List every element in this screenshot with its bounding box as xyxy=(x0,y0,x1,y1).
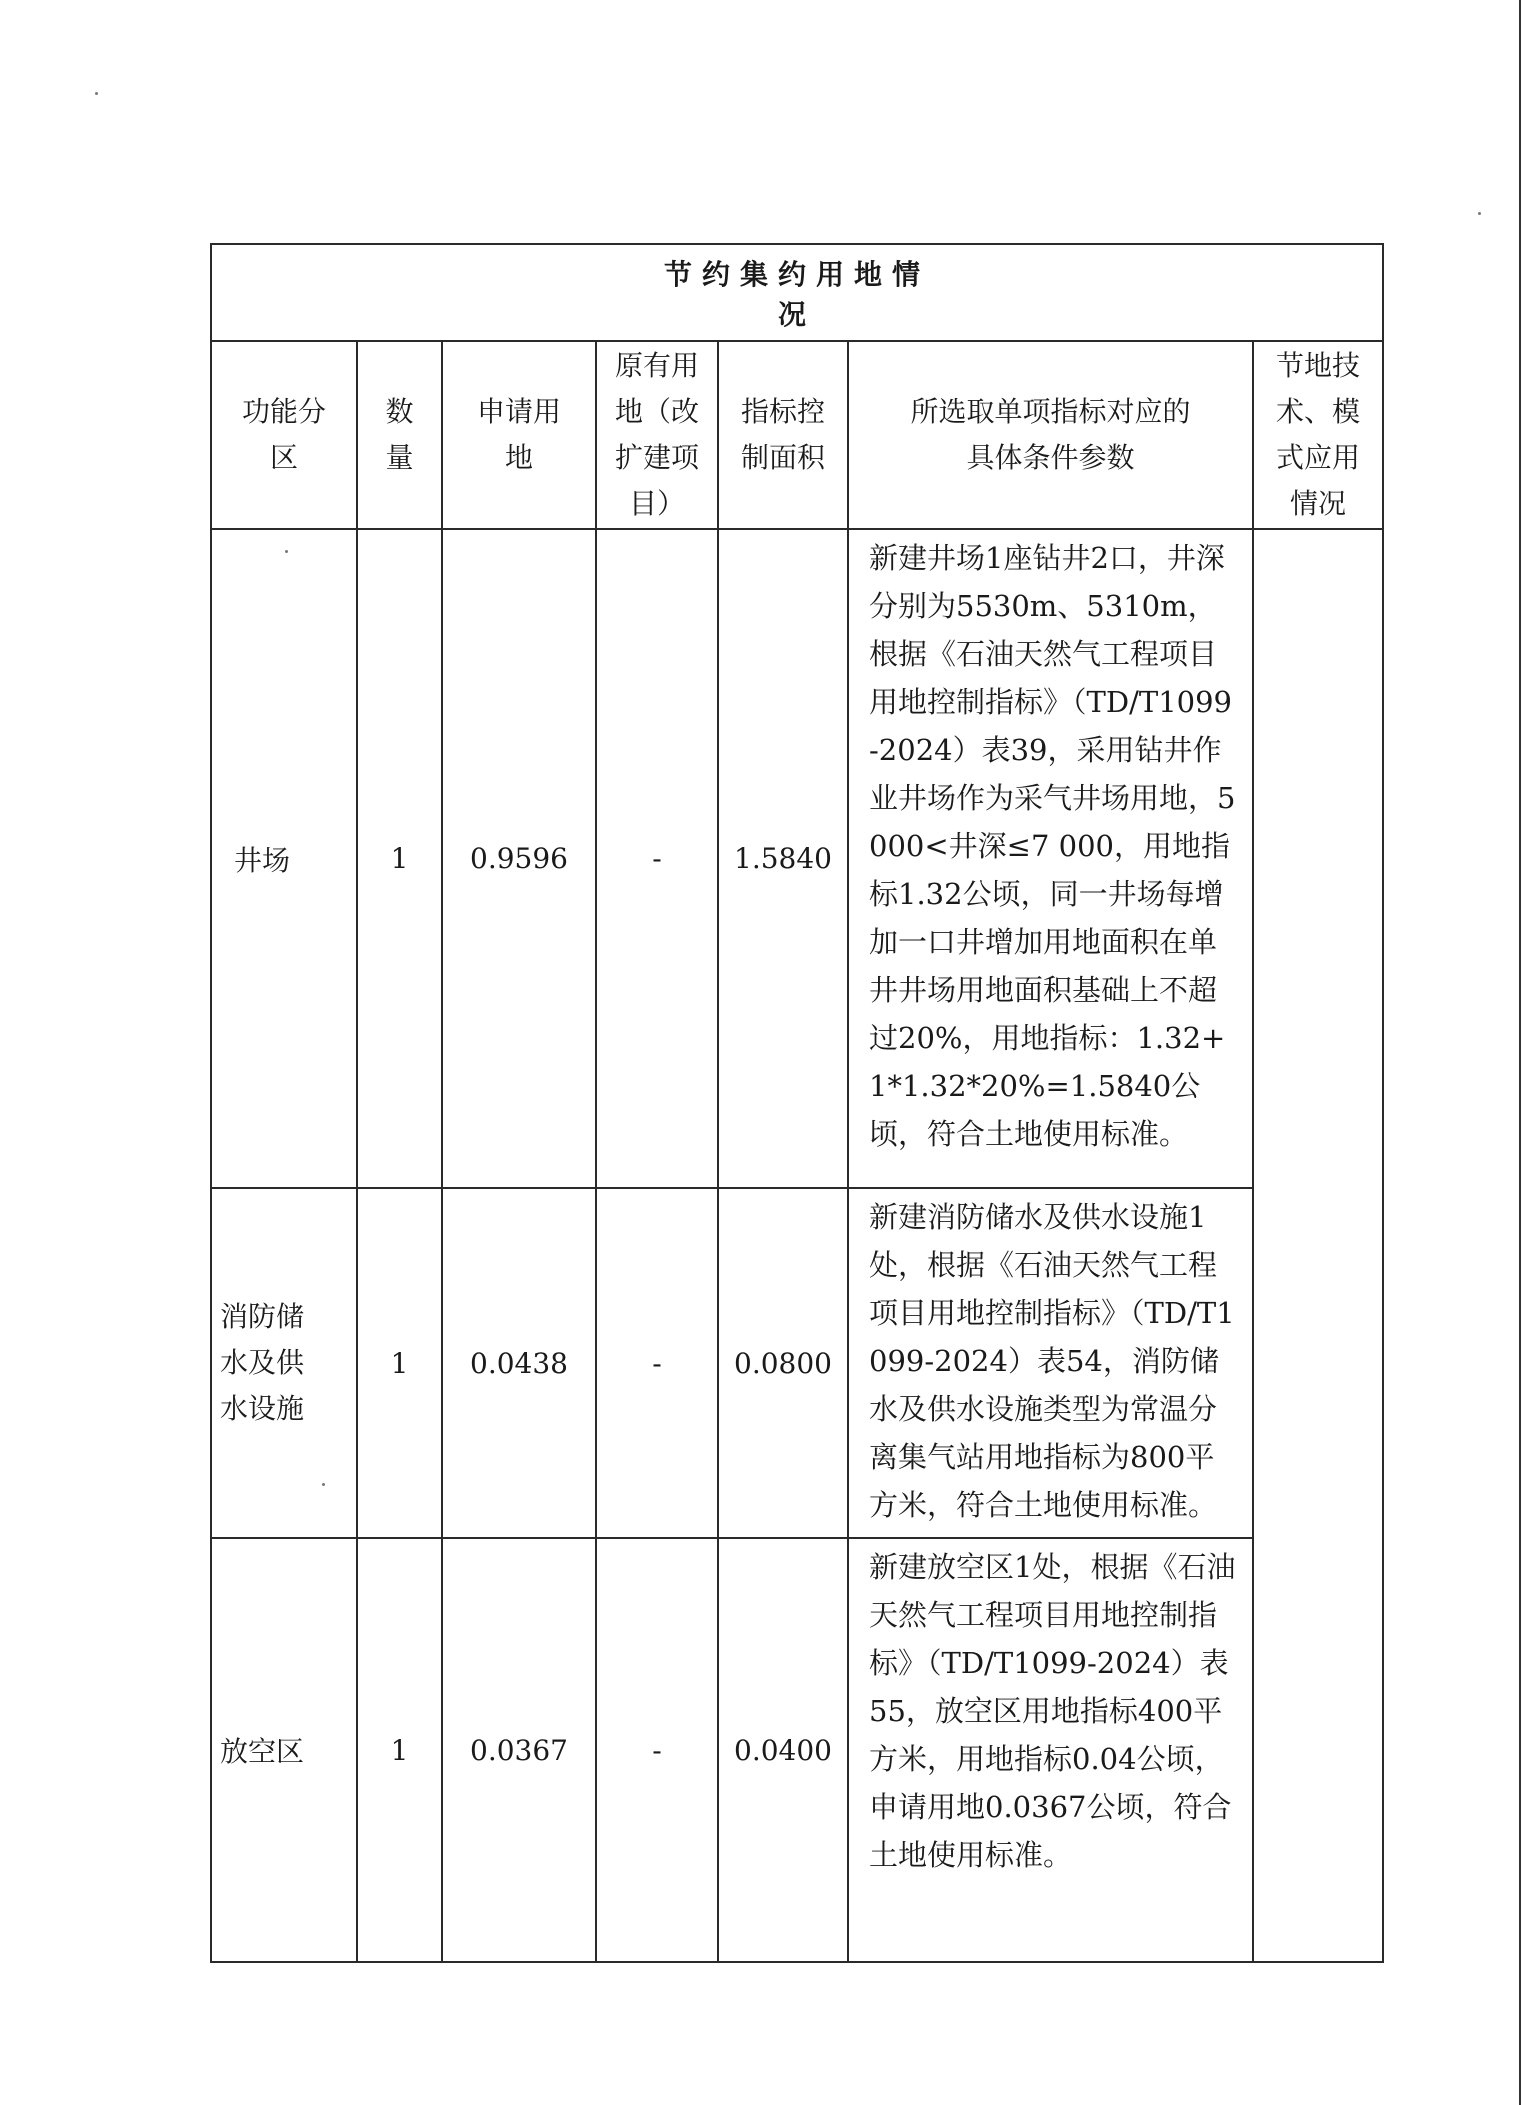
header-orig-text: 原有用地（改扩建项目） xyxy=(614,349,699,520)
table-row xyxy=(211,1538,1383,1962)
table-title-row xyxy=(211,244,1383,341)
header-param xyxy=(848,341,1253,529)
table-title-line1: 节约集约用地情 xyxy=(664,257,931,291)
cell-apply: 0.0438 xyxy=(442,1188,596,1538)
cell-apply: 0.9596 xyxy=(442,529,596,1188)
land-use-table xyxy=(210,243,1384,1963)
cell-param: 新建消防储水及供水设施1处，根据《石油天然气工程项目用地控制指标》（TD/T1099-2024）表54，消防储水及供水设施类型为常温分离集气站用地指标为800平方米，符合土地使用标准。 xyxy=(848,1188,1253,1538)
cell-zone xyxy=(211,529,357,1188)
cell-tech xyxy=(1253,529,1383,1962)
table-title-line2: 况 xyxy=(778,297,817,331)
cell-qty: 1 xyxy=(357,529,442,1188)
cell-zone-text: 井场 xyxy=(233,843,290,877)
cell-param: 新建放空区1处，根据《石油天然气工程项目用地控制指标》（TD/T1099-2024）表55，放空区用地指标400平方米，用地指标0.04公顷，申请用地0.0367公顷，符合土地使用标准。 xyxy=(848,1538,1253,1962)
cell-ctrl: 1.5840 xyxy=(718,529,848,1188)
cell-ctrl: 0.0800 xyxy=(718,1188,848,1538)
header-orig xyxy=(596,341,718,529)
cell-qty: 1 xyxy=(357,1538,442,1962)
cell-qty: 1 xyxy=(357,1188,442,1538)
cell-zone-text: 放空区 xyxy=(219,1735,304,1768)
cell-zone-text: 消防储水及供水设施 xyxy=(219,1300,304,1425)
cell-param: 新建井场1座钻井2口，井深分别为5530m、5310m，根据《石油天然气工程项目用地控制指标》（TD/T1099-2024）表39，采用钻井作业井场作为采气井场用地，5000<井深≤7 000，用地指标1.32公顷，同一井场每增加一口井增加用地面积在单井井场用地面积基础上不超过20%，用地指标：1.32+1*1.32*20%=1.5840公顷，符合土地使用标准。 xyxy=(848,529,1253,1188)
cell-zone xyxy=(211,1188,357,1538)
table-row xyxy=(211,1188,1383,1538)
cell-zone xyxy=(211,1538,357,1962)
cell-ctrl: 0.0400 xyxy=(718,1538,848,1962)
cell-orig: - xyxy=(596,1538,718,1962)
header-param-text: 所选取单项指标对应的具体条件参数 xyxy=(910,395,1191,474)
header-apply-text: 申请用地 xyxy=(476,395,561,474)
header-apply xyxy=(442,341,596,529)
table-title xyxy=(211,244,1383,341)
scan-speck xyxy=(1478,212,1481,215)
header-zone xyxy=(211,341,357,529)
header-tech xyxy=(1253,341,1383,529)
cell-apply: 0.0367 xyxy=(442,1538,596,1962)
cell-orig: - xyxy=(596,529,718,1188)
header-row xyxy=(211,341,1383,529)
scan-speck xyxy=(95,92,98,95)
header-ctrl xyxy=(718,341,848,529)
header-zone-text: 功能分区 xyxy=(242,395,327,474)
header-qty-text: 数量 xyxy=(385,395,414,474)
header-qty xyxy=(357,341,442,529)
header-tech-text: 节地技术、模式应用情况 xyxy=(1276,349,1361,520)
cell-orig: - xyxy=(596,1188,718,1538)
page-edge-line xyxy=(1519,0,1521,2105)
header-ctrl-text: 指标控制面积 xyxy=(740,395,825,474)
table-row xyxy=(211,529,1383,1188)
